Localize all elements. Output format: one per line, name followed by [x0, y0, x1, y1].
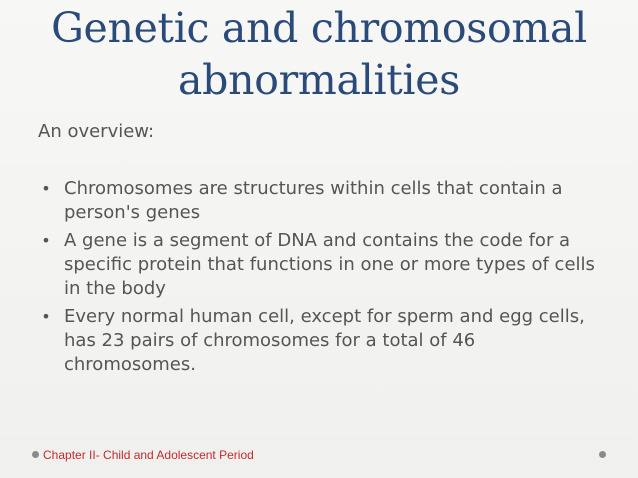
- bullet-icon: •: [41, 231, 51, 250]
- bullet-text: Chromosomes are structures within cells that contain a person's genes: [64, 178, 563, 223]
- bullet-icon: •: [41, 307, 51, 326]
- footer-right-dot-icon: [599, 451, 606, 458]
- bullet-item: [38, 229, 608, 301]
- slide-footer: [32, 446, 606, 464]
- bullet-item: [38, 177, 608, 225]
- bullet-text: Every normal human cell, except for sperm and egg cells, has 23 pairs of chromosomes for a total of 46 chromosomes.: [64, 306, 585, 375]
- bullet-item: [38, 305, 608, 377]
- slide-subhead: An overview:: [38, 121, 155, 142]
- bullet-text: A gene is a segment of DNA and contains the code for a specific protein that functions in one or more types of cells in the body: [64, 230, 595, 299]
- footer-text: Chapter II- Child and Adolescent Period: [43, 448, 254, 462]
- footer-left-dot-icon: [32, 451, 39, 458]
- bullet-icon: •: [41, 179, 51, 198]
- bullet-list: [38, 177, 608, 381]
- slide-title: Genetic and chromosomal abnormalities: [51, 4, 587, 104]
